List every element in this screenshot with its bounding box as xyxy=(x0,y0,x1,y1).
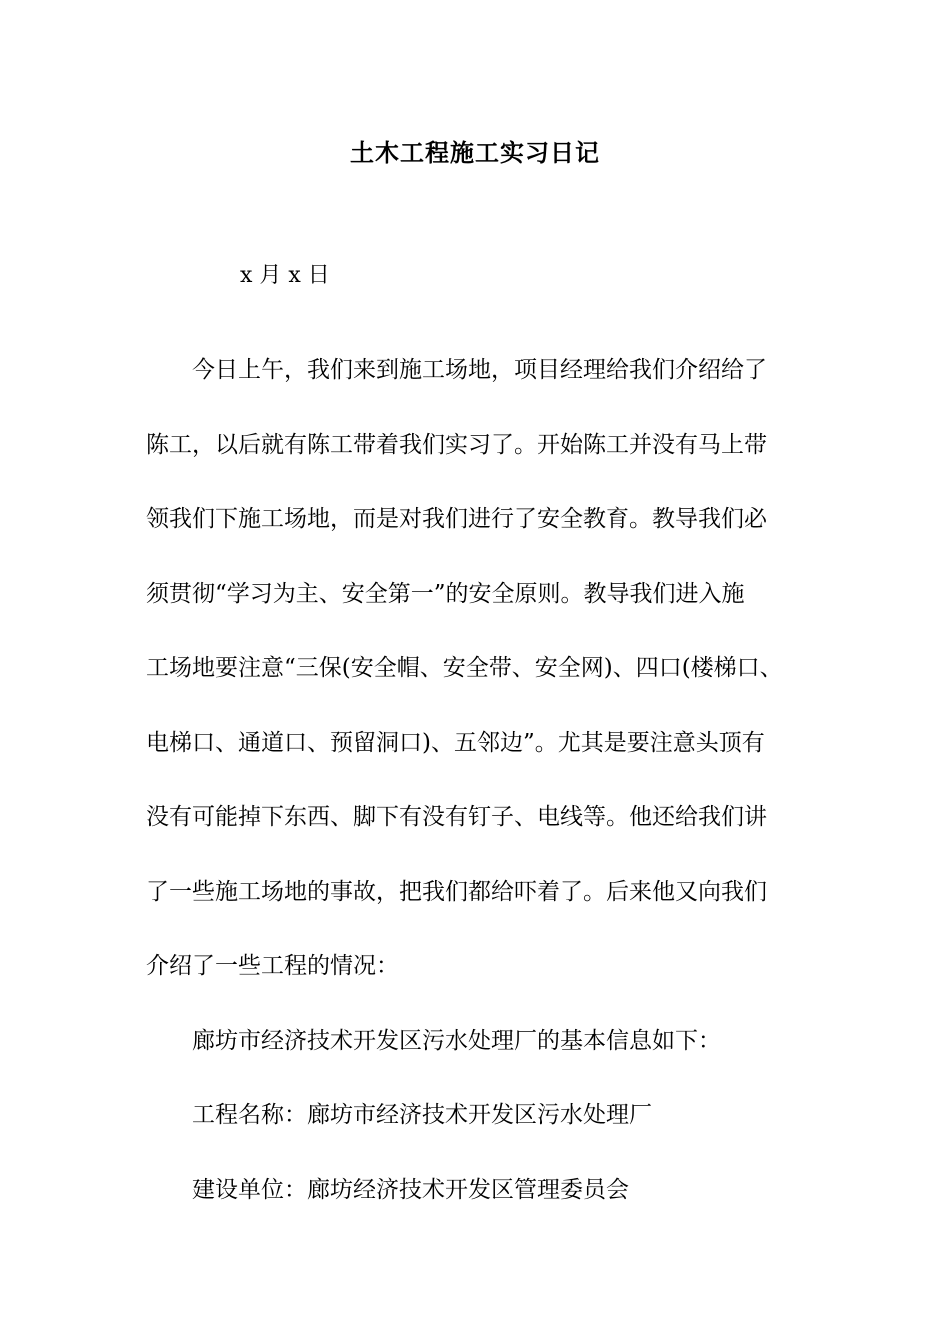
document-body xyxy=(146,333,836,1227)
paragraph-line: 电梯口、通道口、预留洞口)、五邻边”。尤其是要注意头顶有 xyxy=(146,729,765,756)
document-title: 土木工程施工实习日记 xyxy=(350,138,600,167)
info-intro-paragraph: 廊坊市经济技术开发区污水处理厂的基本信息如下： xyxy=(192,1027,721,1054)
paragraph-line: 没有可能掉下东西、脚下有没有钉子、电线等。他还给我们讲 xyxy=(146,804,767,830)
construction-unit-paragraph: 建设单位：廊坊经济技术开发区管理委员会 xyxy=(192,1176,629,1203)
paragraph-line: 陈工，以后就有陈工带着我们实习了。开始陈工并没有马上带 xyxy=(146,431,767,458)
paragraph-line: 了一些施工场地的事故，把我们都给吓着了。后来他又向我们 xyxy=(146,878,767,905)
paragraph-line: 领我们下施工场地，而是对我们进行了安全教育。教导我们必 xyxy=(146,506,767,532)
paragraph-line: 须贯彻“学习为主、安全第一”的安全原则。教导我们进入施 xyxy=(146,580,745,607)
diary-date: x 月 x 日 xyxy=(240,263,330,288)
paragraph-line: 介绍了一些工程的情况： xyxy=(146,953,399,979)
paragraph-line: 工场地要注意“三保(安全帽、安全带、安全网)、四口(楼梯口、 xyxy=(146,655,783,681)
paragraph-line: 今日上午，我们来到施工场地，项目经理给我们介绍给了 xyxy=(192,357,767,383)
project-name-paragraph: 工程名称：廊坊市经济技术开发区污水处理厂 xyxy=(192,1102,652,1128)
